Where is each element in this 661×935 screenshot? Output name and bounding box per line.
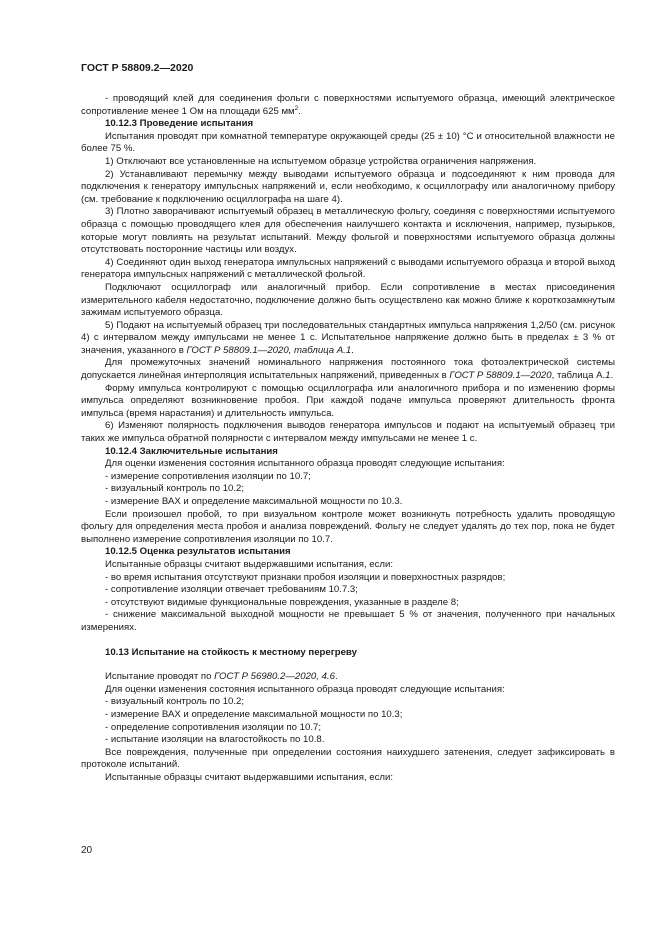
paragraph: Подключают осциллограф или аналогичный прибор. Если сопротивление в местах присоединения измерительного кабеля недостаточно, подключение должно быть осуществлено как можно ближе к короткозамкнутым зажимам испытуемого образца.	[81, 281, 615, 319]
list-item: - во время испытания отсутствуют признаки пробоя изоляции и поверхностных разрядов;	[105, 571, 506, 583]
document-header: ГОСТ Р 58809.2—2020	[81, 62, 194, 74]
paragraph-interpolation: Для промежуточных значений номинального напряжения постоянного тока фотоэлектрической системы допускается линейная интерполяция испытательных напряжений, приведенных в ГОСТ Р 58809.1—2020, таблица А.1.	[81, 357, 615, 382]
list-item: - сопротивление изоляции отвечает требованиям 10.7.3;	[105, 584, 358, 596]
step-5: 5) Подают на испытуемый образец три последовательных стандартных импульса напряжения 1,2/50 (см. рисунок 4) с интервалом между импульсами не менее 1 с. Испытательное напряжение должно быть в пределах ± 3 % от значения, указанного в ГОСТ Р 58809.1—2020, таблица А.1.	[81, 319, 615, 356]
paragraph: Для оценки изменения состояния испытанного образца проводят следующие испытания:	[105, 683, 505, 695]
step-2: 2) Устанавливают перемычку между выводами испытуемого образца и подсоединяют к ним провода для подключения к генератору импульсных напряжений и, если необходимо, к осциллографу или аналогичному прибору (см. требование к подключению осциллографа на шаге 4).	[81, 168, 615, 205]
section-heading-10-12-5: 10.12.5 Оценка результатов испытания	[105, 546, 291, 558]
list-item: - визуальный контроль по 10.2;	[105, 483, 245, 495]
paragraph: Испытание проводят по ГОСТ Р 56980.2—2020, 4.6.	[105, 671, 338, 683]
paragraph-conductive-glue: - проводящий клей для соединения фольги с поверхностями испытуемого образца, имеющий электрическое сопротивление менее 1 Ом на площади 625 $мм^2$.	[81, 93, 615, 117]
list-item: - испытание изоляции на влагостойкость по 10.8.	[105, 734, 325, 746]
step-6: 6) Изменяют полярность подключения выводов генератора импульсов и подают на испытуемый образец три таких же импульса обратной полярности с интервалом между импульсами не менее 1 с.	[81, 420, 615, 445]
step-4: 4) Соединяют один выход генератора импульсных напряжений с выводами испытуемого образца и второй выход генератора импульсных напряжений с металлической фольгой.	[81, 256, 615, 281]
paragraph: Испытанные образцы считают выдержавшими испытания, если:	[105, 771, 394, 783]
section-heading-10-12-3: 10.12.3 Проведение испытания	[105, 118, 254, 130]
page-body	[81, 93, 615, 784]
paragraph: Все повреждения, полученные при определении состояния наихудшего затенения, следует зафиксировать в протоколе испытаний.	[81, 746, 615, 771]
paragraph: Испытанные образцы считают выдержавшими испытания, если:	[105, 558, 394, 570]
list-item: - отсутствуют видимые функциональные повреждения, указанные в разделе 8;	[105, 596, 459, 608]
list-item: - снижение максимальной выходной мощности не превышает 5 % от значения, полученного при начальных измерениях.	[81, 609, 615, 633]
step-3: 3) Плотно заворачивают испытуемый образец в металлическую фольгу, соединяя с поверхностями испытуемого образца с помощью проводящего клея для обеспечения наилучшего контакта и исключения, например, пузырьков, которые могут повлиять на результат испытаний. Между фольгой и поверхностями испытуемого образца должны отсутствовать посторонние частицы или воздух.	[81, 206, 615, 256]
paragraph: Форму импульса контролируют с помощью осциллографа или аналогичного прибора и по изменению формы импульса определяют возникновение пробоя. При каждой подаче импульса проверяют длительность фронта импульса (время нарастания) и длительность импульса.	[81, 382, 615, 419]
page-number: 20	[81, 845, 93, 856]
paragraph: Испытания проводят при комнатной температуре окружающей среды (25 ± 10) °С и относительной влажности не более 75 %.	[81, 130, 615, 155]
paragraph: Если произошел пробой, то при визуальном контроле может возникнуть потребность удалить проводящую фольгу для определения места пробоя и анализа повреждений. Фольгу не следует удалять до тех пор, пока не будет выполнено измерение сопротивления изоляции по 10.7.	[81, 508, 615, 545]
step-1: 1) Отключают все установленные на испытуемом образце устройства ограничения напряжения.	[105, 155, 537, 167]
list-item: - измерение сопротивления изоляции по 10.7;	[105, 470, 311, 482]
paragraph: Для оценки изменения состояния испытанного образца проводят следующие испытания:	[105, 458, 505, 470]
list-item: - измерение ВАХ и определение максимальной мощности по 10.3;	[105, 708, 403, 720]
section-heading-10-12-4: 10.12.4 Заключительные испытания	[105, 445, 278, 457]
section-heading-10-13: 10.13 Испытание на стойкость к местному перегреву	[105, 646, 357, 658]
list-item: - визуальный контроль по 10.2;	[105, 696, 245, 708]
list-item: - измерение ВАХ и определение максимальной мощности по 10.3.	[105, 496, 403, 507]
list-item: - определение сопротивления изоляции по 10.7;	[105, 721, 322, 733]
